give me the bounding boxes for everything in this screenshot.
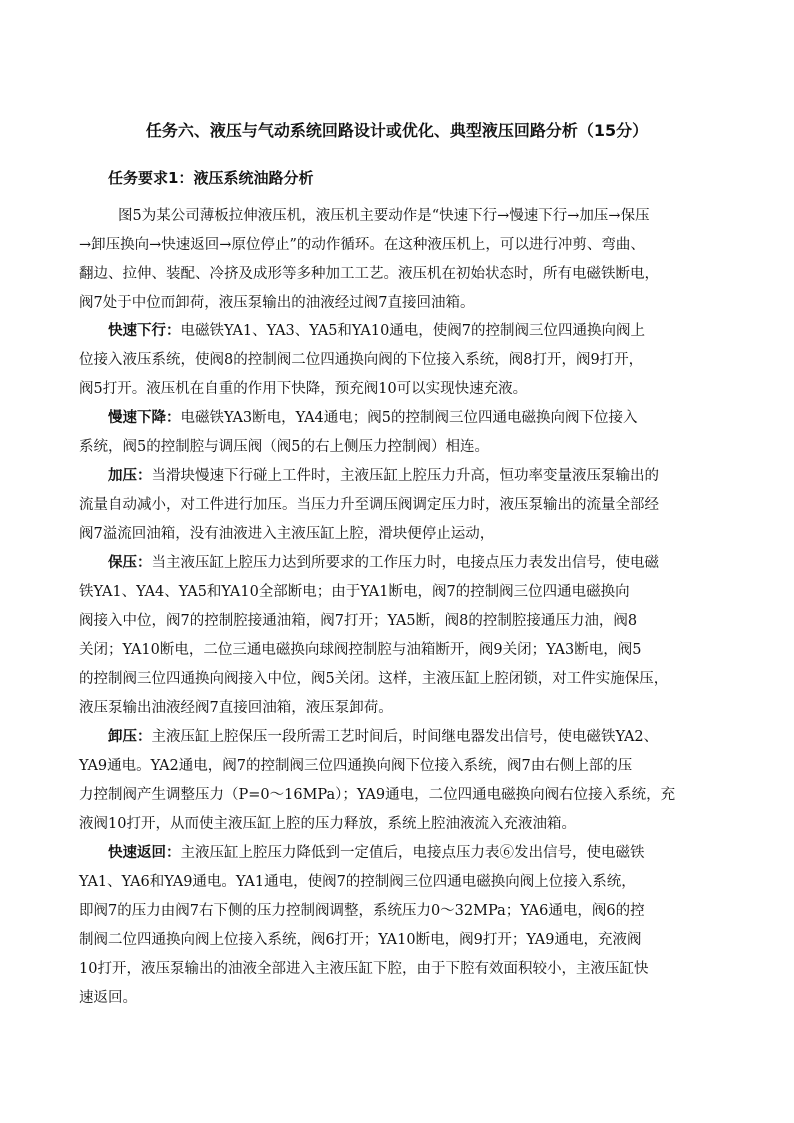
paragraph-line (108, 467, 706, 485)
paragraph-line (79, 931, 706, 949)
paragraph-line (108, 844, 706, 862)
paragraph-text: YA1、YA6和YA9通电。YA1通电，使阀7的控制阀三位四通电磁换向阀上位接入系统， (79, 874, 636, 890)
paragraph-text: 当主液压缸上腔压力达到所要求的工作压力时，电接点压力表发出信号，使电磁 (151, 555, 659, 571)
paragraph-text: →卸压换向→快速返回→原位停止”的动作循环。在这种液压机上，可以进行冲剪、弯曲、 (79, 237, 645, 253)
paragraph-line (79, 294, 706, 312)
paragraph-text: 阀7处于中位而卸荷，液压泵输出的油液经过阀7直接回油箱。 (79, 295, 475, 311)
paragraph-text: 流量自动减小，对工件进行加压。当压力升至调压阀调定压力时，液压泵输出的流量全部经 (79, 497, 659, 513)
paragraph-text: 即阀7的压力由阀7右下侧的压力控制阀调整，系统压力0～32MPa；YA6通电，阀6的控 (79, 903, 645, 919)
paragraph-text: 图5为某公司薄板拉伸液压机，液压机主要动作是“快速下行→慢速下行→加压→保压 (118, 208, 650, 224)
paragraph-text: 力控制阀产生调整压力（P=0～16MPa）；YA9通电，二位四通电磁换向阀右位接入系统，充 (79, 787, 676, 803)
paragraph-line (79, 786, 706, 804)
paragraph-label: 慢速下降： (108, 410, 181, 426)
paragraph-line (79, 438, 706, 456)
paragraph-text: 10打开，液压泵输出的油液全部进入主液压缸下腔，由于下腔有效面积较小，主液压缸快 (79, 961, 649, 977)
paragraph-text: 制阀二位四通换向阀上位接入系统，阀6打开；YA10断电，阀9打开；YA9通电，充液阀 (79, 932, 642, 948)
paragraph-text: YA9通电。YA2通电，阀7的控制阀三位四通换向阀下位接入系统，阀7由右侧上部的压 (79, 758, 633, 774)
paragraph-line (118, 207, 706, 225)
paragraph-line (108, 728, 706, 746)
paragraph-line (79, 351, 706, 369)
paragraph-text: 阀5打开。液压机在自重的作用下快降，预充阀10可以实现快速充液。 (79, 381, 528, 397)
page-title: 任务六、液压与气动系统回路设计或优化、典型液压回路分析（15分） (145, 121, 649, 140)
paragraph-text: 阀接入中位，阀7的控制腔接通油箱，阀7打开；YA5断，阀8的控制腔接通压力油，阀8 (79, 613, 638, 629)
paragraph-line (79, 496, 706, 514)
paragraph-label: 快速下行： (108, 323, 181, 339)
paragraph-line (79, 873, 706, 891)
paragraph-text: 的控制阀三位四通换向阀接入中位，阀5关闭。这样，主液压缸上腔闭锁，对工件实施保压， (79, 671, 669, 687)
paragraph-text: 液压泵输出油液经阀7直接回油箱，液压泵卸荷。 (79, 700, 393, 716)
paragraph-line (79, 699, 706, 717)
paragraph-line (79, 265, 706, 283)
paragraph-line (79, 236, 706, 254)
section-heading: 任务要求1：液压系统油路分析 (108, 169, 314, 187)
paragraph-text: 电磁铁YA1、YA3、YA5和YA10通电，使阀7的控制阀三位四通换向阀上 (180, 323, 646, 339)
paragraph-line (79, 815, 706, 833)
paragraph-label: 卸压： (108, 729, 152, 745)
paragraph-line (79, 960, 706, 978)
paragraph-line (79, 902, 706, 920)
paragraph-label: 保压： (108, 555, 152, 571)
paragraph-text: 当滑块慢速下行碰上工件时，主液压缸上腔压力升高，恒功率变量液压泵输出的 (151, 468, 659, 484)
paragraph-line (79, 583, 706, 601)
paragraph-text: 关闭；YA10断电，二位三通电磁换向球阀控制腔与油箱断开，阀9关闭；YA3断电，阀5 (79, 642, 642, 658)
paragraph-label: 加压： (108, 468, 152, 484)
paragraph-text: 主液压缸上腔压力降低到一定值后，电接点压力表⑥发出信号，使电磁铁 (180, 845, 645, 861)
paragraph-line (79, 612, 706, 630)
paragraph-line (108, 409, 706, 427)
paragraph-line (79, 641, 706, 659)
paragraph-line (108, 554, 706, 572)
paragraph-label: 快速返回： (108, 845, 181, 861)
paragraph-line (79, 670, 706, 688)
paragraph-text: 铁YA1、YA4、YA5和YA10全部断电；由于YA1断电，阀7的控制阀三位四通电磁换向 (79, 584, 630, 600)
paragraph-line (79, 757, 706, 775)
paragraph-text: 主液压缸上腔保压一段所需工艺时间后，时间继电器发出信号，使电磁铁YA2、 (151, 729, 659, 745)
paragraph-text: 位接入液压系统，使阀8的控制阀二位四通换向阀的下位接入系统，阀8打开，阀9打开， (79, 352, 644, 368)
paragraph-text: 翻边、拉伸、装配、冷挤及成形等多种加工工艺。液压机在初始状态时，所有电磁铁断电， (79, 266, 659, 282)
paragraph-text: 电磁铁YA3断电，YA4通电；阀5的控制阀三位四通电磁换向阀下位接入 (180, 410, 638, 426)
paragraph-line (79, 989, 706, 1007)
paragraph-text: 速返回。 (79, 990, 137, 1006)
paragraph-text: 系统，阀5的控制腔与调压阀（阀5的右上侧压力控制阀）相连。 (79, 439, 489, 455)
paragraph-text: 阀7溢流回油箱，没有油液进入主液压缸上腔，滑块便停止运动， (79, 526, 495, 542)
paragraph-line (79, 380, 706, 398)
paragraph-text: 液阀10打开，从而使主液压缸上腔的压力释放，系统上腔油液流入充液油箱。 (79, 816, 576, 832)
paragraph-line (108, 322, 706, 340)
paragraph-line (79, 525, 706, 543)
